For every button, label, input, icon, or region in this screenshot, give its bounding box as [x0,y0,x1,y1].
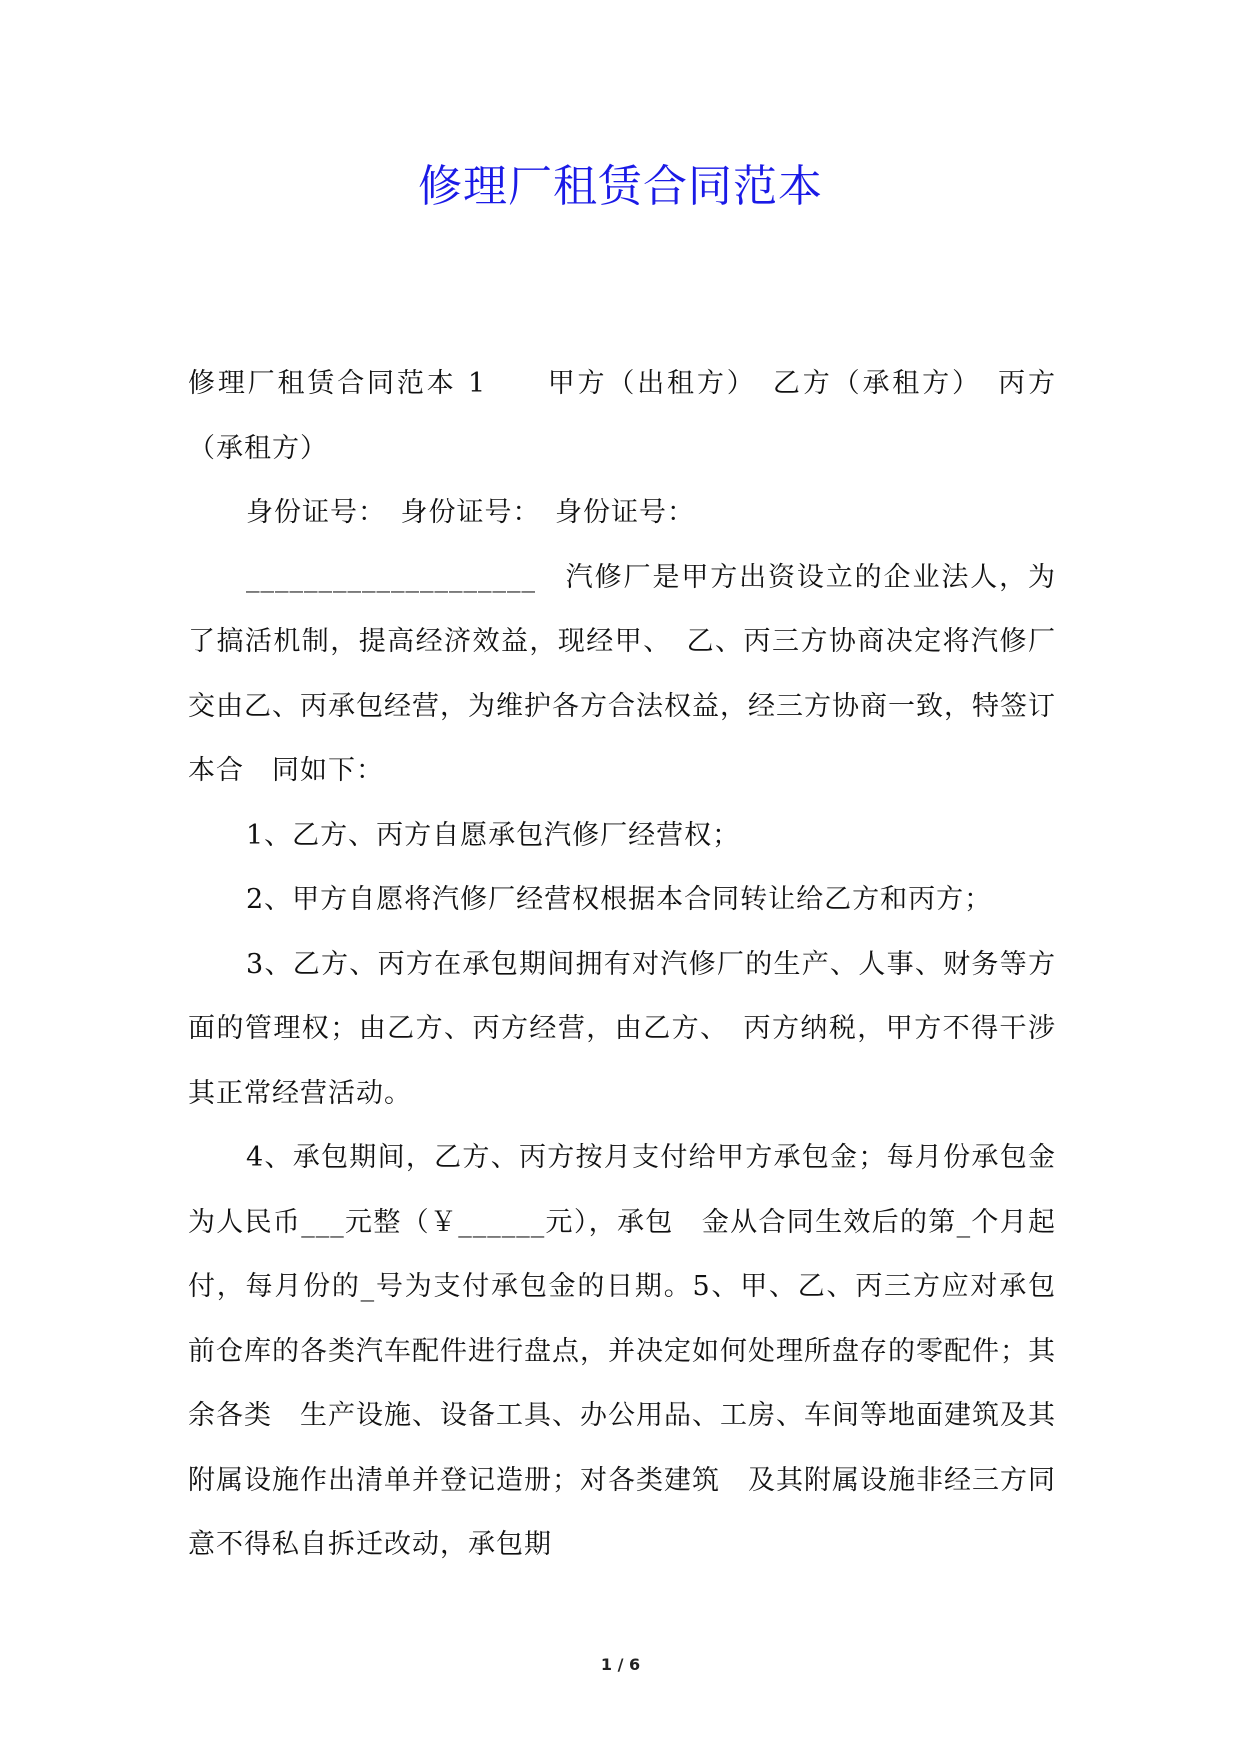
paragraph-5: 2、甲方自愿将汽修厂经营权根据本合同转让给乙方和丙方； [246,884,993,915]
page-number: 1 / 6 [600,1655,641,1674]
document-title: 修理厂租赁合同范本 [418,161,823,212]
paragraph-6: 3、乙方、丙方在承包期间拥有对汽修厂的生产、人事、财务等方面的管理权；由乙方、丙方经营，由乙方、 丙方纳税，甲方不得干涉其正常经营活动。 [188,948,1056,1109]
paragraph-1: 修理厂租赁合同范本 1 甲方（出租方） 乙方（承租方） 丙方（承租方） [188,368,1056,464]
paragraph-3: ____________________ 汽修厂是甲方出资设立的企业法人，为了搞活机制，提高经济效益，现经甲、 乙、丙三方协商决定将汽修厂交由乙、丙承包经营，为维护各方合法权益，经三方协商一致，特签订本合 同如下： [188,561,1056,786]
paragraph-7: 4、承包期间，乙方、丙方按月支付给甲方承包金；每月份承包金为人民币___元整（￥______元），承包 金从合同生效后的第_个月起付，每月份的_号为支付承包金的日期。5、甲、乙、丙三方应对承包前仓库的各类汽车配件进行盘点，并决定如何处理所盘存的零配件；其余各类 生产设施、设备工具、办公用品、工房、车间等地面建筑及其附属设施作出清单并登记造册；对各类建筑 及其附属设施非经三方同意不得私自拆迁改动，承包期 [188,1142,1056,1560]
paragraph-2: 身份证号： 身份证号： 身份证号： [246,497,695,528]
paragraph-4: 1、乙方、丙方自愿承包汽修厂经营权； [246,819,741,851]
document-body [188,352,1056,1578]
